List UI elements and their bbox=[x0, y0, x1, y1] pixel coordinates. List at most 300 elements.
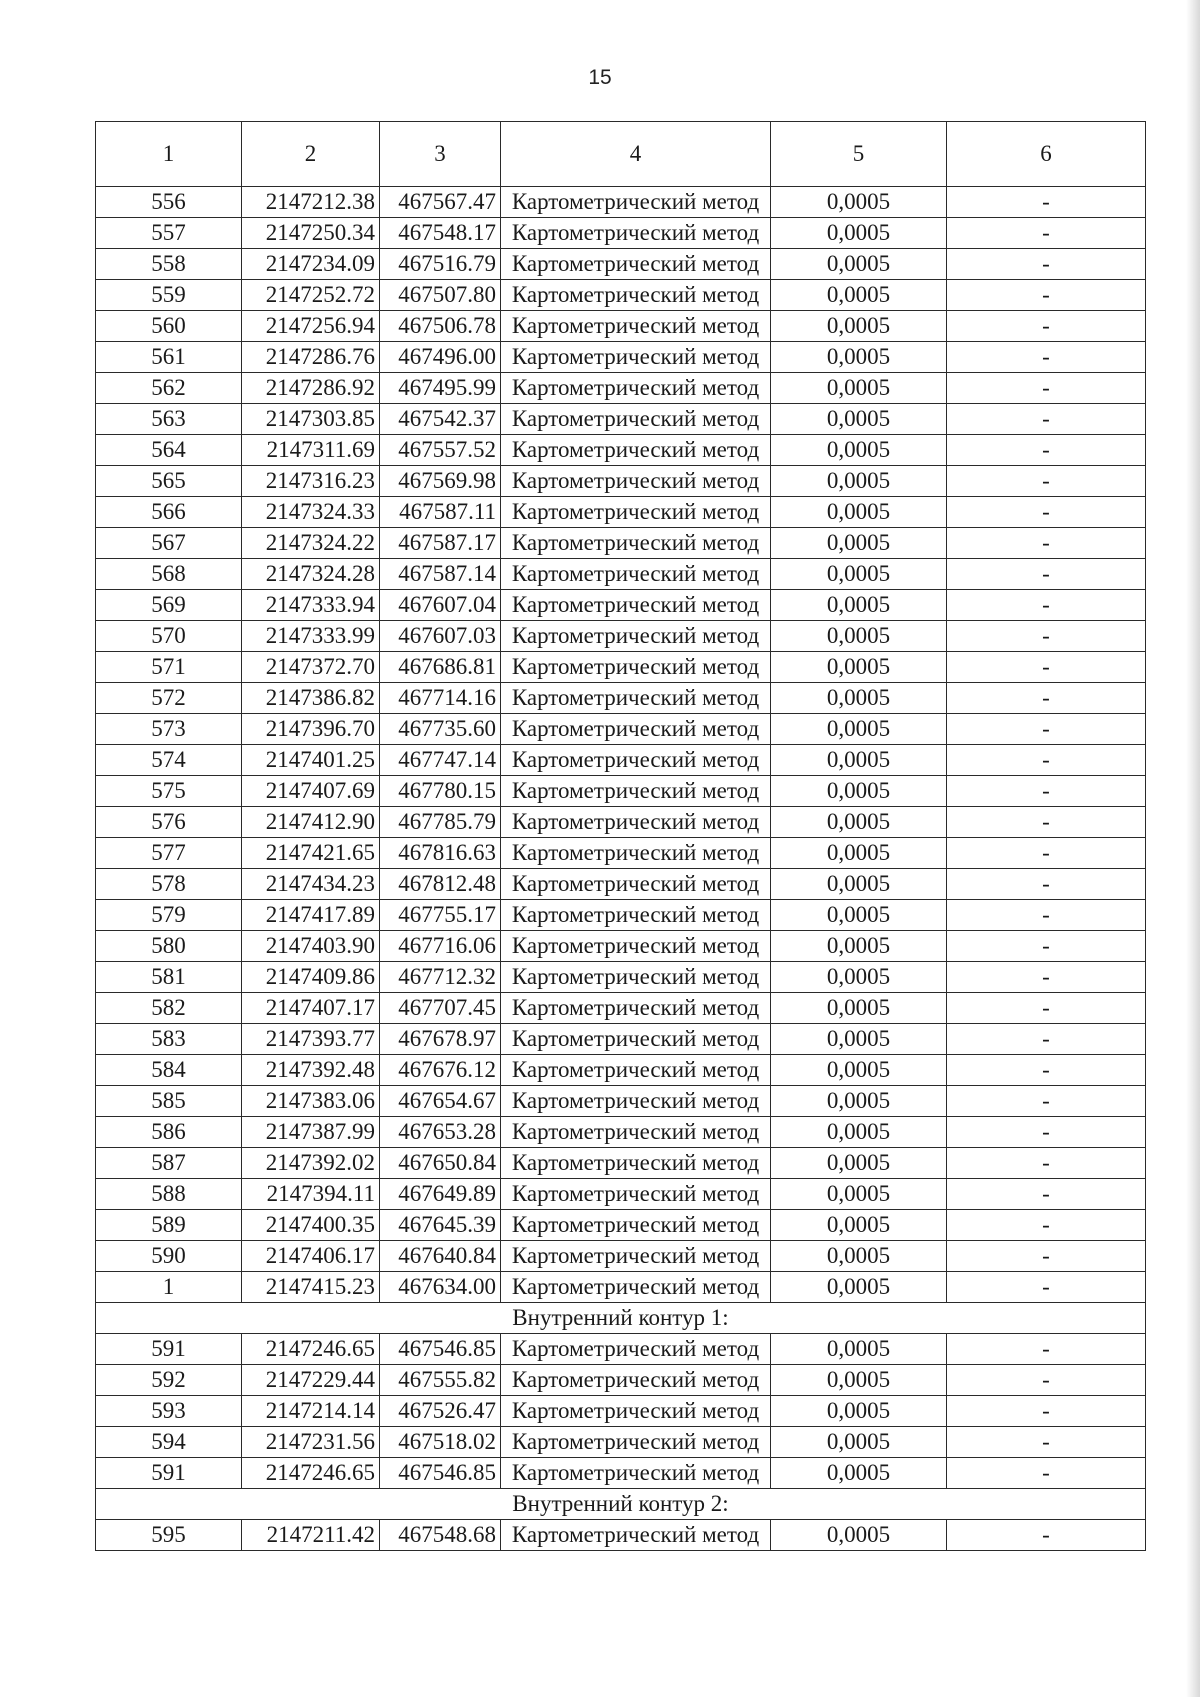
table-row bbox=[96, 249, 1146, 280]
x-coordinate-cell: 2147407.69 bbox=[242, 776, 380, 807]
x-coordinate-cell: 2147333.94 bbox=[242, 590, 380, 621]
note-cell: - bbox=[947, 590, 1146, 621]
y-coordinate-cell: 467557.52 bbox=[380, 435, 501, 466]
method-cell: Картометрический метод bbox=[501, 1520, 771, 1551]
note-cell: - bbox=[947, 528, 1146, 559]
x-coordinate-cell: 2147386.82 bbox=[242, 683, 380, 714]
y-coordinate-cell: 467587.14 bbox=[380, 559, 501, 590]
y-coordinate-cell: 467567.47 bbox=[380, 187, 501, 218]
note-cell: - bbox=[947, 1179, 1146, 1210]
table-row bbox=[96, 497, 1146, 528]
note-cell: - bbox=[947, 900, 1146, 931]
y-coordinate-cell: 467714.16 bbox=[380, 683, 501, 714]
x-coordinate-cell: 2147401.25 bbox=[242, 745, 380, 776]
note-cell: - bbox=[947, 962, 1146, 993]
precision-cell: 0,0005 bbox=[771, 404, 947, 435]
x-coordinate-cell: 2147412.90 bbox=[242, 807, 380, 838]
y-coordinate-cell: 467607.04 bbox=[380, 590, 501, 621]
precision-cell: 0,0005 bbox=[771, 249, 947, 280]
note-cell: - bbox=[947, 807, 1146, 838]
point-number-cell: 591 bbox=[96, 1334, 242, 1365]
point-number-cell: 576 bbox=[96, 807, 242, 838]
method-cell: Картометрический метод bbox=[501, 621, 771, 652]
precision-cell: 0,0005 bbox=[771, 1210, 947, 1241]
table-row bbox=[96, 652, 1146, 683]
point-number-cell: 595 bbox=[96, 1520, 242, 1551]
point-number-cell: 562 bbox=[96, 373, 242, 404]
note-cell: - bbox=[947, 249, 1146, 280]
table-row bbox=[96, 1210, 1146, 1241]
method-cell: Картометрический метод bbox=[501, 218, 771, 249]
table-row bbox=[96, 1241, 1146, 1272]
precision-cell: 0,0005 bbox=[771, 621, 947, 652]
precision-cell: 0,0005 bbox=[771, 776, 947, 807]
method-cell: Картометрический метод bbox=[501, 869, 771, 900]
x-coordinate-cell: 2147286.76 bbox=[242, 342, 380, 373]
method-cell: Картометрический метод bbox=[501, 1086, 771, 1117]
point-number-cell: 582 bbox=[96, 993, 242, 1024]
x-coordinate-cell: 2147246.65 bbox=[242, 1458, 380, 1489]
table-row bbox=[96, 280, 1146, 311]
x-coordinate-cell: 2147286.92 bbox=[242, 373, 380, 404]
precision-cell: 0,0005 bbox=[771, 1024, 947, 1055]
y-coordinate-cell: 467546.85 bbox=[380, 1458, 501, 1489]
y-coordinate-cell: 467546.85 bbox=[380, 1334, 501, 1365]
table-row bbox=[96, 683, 1146, 714]
note-cell: - bbox=[947, 714, 1146, 745]
table-row bbox=[96, 993, 1146, 1024]
point-number-cell: 570 bbox=[96, 621, 242, 652]
note-cell: - bbox=[947, 1024, 1146, 1055]
note-cell: - bbox=[947, 931, 1146, 962]
x-coordinate-cell: 2147383.06 bbox=[242, 1086, 380, 1117]
method-cell: Картометрический метод bbox=[501, 466, 771, 497]
table-row bbox=[96, 1334, 1146, 1365]
method-cell: Картометрический метод bbox=[501, 1334, 771, 1365]
y-coordinate-cell: 467755.17 bbox=[380, 900, 501, 931]
precision-cell: 0,0005 bbox=[771, 1272, 947, 1303]
x-coordinate-cell: 2147409.86 bbox=[242, 962, 380, 993]
y-coordinate-cell: 467735.60 bbox=[380, 714, 501, 745]
precision-cell: 0,0005 bbox=[771, 373, 947, 404]
y-coordinate-cell: 467587.11 bbox=[380, 497, 501, 528]
x-coordinate-cell: 2147246.65 bbox=[242, 1334, 380, 1365]
point-number-cell: 591 bbox=[96, 1458, 242, 1489]
precision-cell: 0,0005 bbox=[771, 435, 947, 466]
table-row bbox=[96, 373, 1146, 404]
table-row bbox=[96, 1148, 1146, 1179]
point-number-cell: 584 bbox=[96, 1055, 242, 1086]
y-coordinate-cell: 467650.84 bbox=[380, 1148, 501, 1179]
table-row bbox=[96, 342, 1146, 373]
precision-cell: 0,0005 bbox=[771, 342, 947, 373]
method-cell: Картометрический метод bbox=[501, 714, 771, 745]
table-row bbox=[96, 559, 1146, 590]
x-coordinate-cell: 2147417.89 bbox=[242, 900, 380, 931]
x-coordinate-cell: 2147400.35 bbox=[242, 1210, 380, 1241]
x-coordinate-cell: 2147324.28 bbox=[242, 559, 380, 590]
precision-cell: 0,0005 bbox=[771, 1241, 947, 1272]
table-row bbox=[96, 528, 1146, 559]
table-row bbox=[96, 187, 1146, 218]
y-coordinate-cell: 467548.68 bbox=[380, 1520, 501, 1551]
note-cell: - bbox=[947, 683, 1146, 714]
table-row bbox=[96, 590, 1146, 621]
note-cell: - bbox=[947, 280, 1146, 311]
note-cell: - bbox=[947, 1427, 1146, 1458]
x-coordinate-cell: 2147324.33 bbox=[242, 497, 380, 528]
precision-cell: 0,0005 bbox=[771, 466, 947, 497]
method-cell: Картометрический метод bbox=[501, 1055, 771, 1086]
point-number-cell: 559 bbox=[96, 280, 242, 311]
precision-cell: 0,0005 bbox=[771, 1086, 947, 1117]
precision-cell: 0,0005 bbox=[771, 187, 947, 218]
precision-cell: 0,0005 bbox=[771, 900, 947, 931]
x-coordinate-cell: 2147324.22 bbox=[242, 528, 380, 559]
x-coordinate-cell: 2147250.34 bbox=[242, 218, 380, 249]
x-coordinate-cell: 2147393.77 bbox=[242, 1024, 380, 1055]
point-number-cell: 588 bbox=[96, 1179, 242, 1210]
point-number-cell: 575 bbox=[96, 776, 242, 807]
table-row bbox=[96, 869, 1146, 900]
method-cell: Картометрический метод bbox=[501, 1210, 771, 1241]
note-cell: - bbox=[947, 404, 1146, 435]
point-number-cell: 573 bbox=[96, 714, 242, 745]
y-coordinate-cell: 467526.47 bbox=[380, 1396, 501, 1427]
table-row bbox=[96, 1055, 1146, 1086]
y-coordinate-cell: 467812.48 bbox=[380, 869, 501, 900]
y-coordinate-cell: 467785.79 bbox=[380, 807, 501, 838]
note-cell: - bbox=[947, 497, 1146, 528]
point-number-cell: 558 bbox=[96, 249, 242, 280]
point-number-cell: 590 bbox=[96, 1241, 242, 1272]
method-cell: Картометрический метод bbox=[501, 435, 771, 466]
point-number-cell: 585 bbox=[96, 1086, 242, 1117]
method-cell: Картометрический метод bbox=[501, 962, 771, 993]
method-cell: Картометрический метод bbox=[501, 590, 771, 621]
note-cell: - bbox=[947, 993, 1146, 1024]
table-row bbox=[96, 218, 1146, 249]
method-cell: Картометрический метод bbox=[501, 249, 771, 280]
note-cell: - bbox=[947, 869, 1146, 900]
method-cell: Картометрический метод bbox=[501, 807, 771, 838]
y-coordinate-cell: 467518.02 bbox=[380, 1427, 501, 1458]
method-cell: Картометрический метод bbox=[501, 776, 771, 807]
note-cell: - bbox=[947, 1210, 1146, 1241]
y-coordinate-cell: 467555.82 bbox=[380, 1365, 501, 1396]
precision-cell: 0,0005 bbox=[771, 962, 947, 993]
table-row bbox=[96, 776, 1146, 807]
y-coordinate-cell: 467516.79 bbox=[380, 249, 501, 280]
header-col-3: 3 bbox=[380, 122, 501, 187]
note-cell: - bbox=[947, 838, 1146, 869]
x-coordinate-cell: 2147212.38 bbox=[242, 187, 380, 218]
table-row bbox=[96, 962, 1146, 993]
page-number: 15 bbox=[588, 66, 612, 89]
table-row bbox=[96, 311, 1146, 342]
x-coordinate-cell: 2147392.48 bbox=[242, 1055, 380, 1086]
method-cell: Картометрический метод bbox=[501, 1272, 771, 1303]
note-cell: - bbox=[947, 1055, 1146, 1086]
y-coordinate-cell: 467676.12 bbox=[380, 1055, 501, 1086]
method-cell: Картометрический метод bbox=[501, 745, 771, 776]
method-cell: Картометрический метод bbox=[501, 342, 771, 373]
point-number-cell: 583 bbox=[96, 1024, 242, 1055]
note-cell: - bbox=[947, 342, 1146, 373]
header-col-5: 5 bbox=[771, 122, 947, 187]
table-row bbox=[96, 931, 1146, 962]
note-cell: - bbox=[947, 311, 1146, 342]
point-number-cell: 586 bbox=[96, 1117, 242, 1148]
note-cell: - bbox=[947, 1396, 1146, 1427]
point-number-cell: 578 bbox=[96, 869, 242, 900]
x-coordinate-cell: 2147403.90 bbox=[242, 931, 380, 962]
table-row bbox=[96, 1396, 1146, 1427]
precision-cell: 0,0005 bbox=[771, 280, 947, 311]
header-col-6: 6 bbox=[947, 122, 1146, 187]
section-title: Внутренний контур 1: bbox=[96, 1303, 1146, 1334]
x-coordinate-cell: 2147303.85 bbox=[242, 404, 380, 435]
note-cell: - bbox=[947, 435, 1146, 466]
table-row bbox=[96, 807, 1146, 838]
method-cell: Картометрический метод bbox=[501, 311, 771, 342]
x-coordinate-cell: 2147392.02 bbox=[242, 1148, 380, 1179]
method-cell: Картометрический метод bbox=[501, 1117, 771, 1148]
method-cell: Картометрический метод bbox=[501, 559, 771, 590]
method-cell: Картометрический метод bbox=[501, 1024, 771, 1055]
x-coordinate-cell: 2147214.14 bbox=[242, 1396, 380, 1427]
note-cell: - bbox=[947, 1148, 1146, 1179]
note-cell: - bbox=[947, 621, 1146, 652]
method-cell: Картометрический метод bbox=[501, 1365, 771, 1396]
y-coordinate-cell: 467678.97 bbox=[380, 1024, 501, 1055]
precision-cell: 0,0005 bbox=[771, 683, 947, 714]
method-cell: Картометрический метод bbox=[501, 187, 771, 218]
x-coordinate-cell: 2147256.94 bbox=[242, 311, 380, 342]
section-title-row bbox=[96, 1489, 1146, 1520]
precision-cell: 0,0005 bbox=[771, 497, 947, 528]
precision-cell: 0,0005 bbox=[771, 1148, 947, 1179]
precision-cell: 0,0005 bbox=[771, 1396, 947, 1427]
y-coordinate-cell: 467780.15 bbox=[380, 776, 501, 807]
point-number-cell: 589 bbox=[96, 1210, 242, 1241]
note-cell: - bbox=[947, 1086, 1146, 1117]
point-number-cell: 572 bbox=[96, 683, 242, 714]
method-cell: Картометрический метод bbox=[501, 528, 771, 559]
point-number-cell: 568 bbox=[96, 559, 242, 590]
precision-cell: 0,0005 bbox=[771, 652, 947, 683]
precision-cell: 0,0005 bbox=[771, 1334, 947, 1365]
note-cell: - bbox=[947, 1458, 1146, 1489]
method-cell: Картометрический метод bbox=[501, 683, 771, 714]
x-coordinate-cell: 2147372.70 bbox=[242, 652, 380, 683]
precision-cell: 0,0005 bbox=[771, 590, 947, 621]
note-cell: - bbox=[947, 1365, 1146, 1396]
point-number-cell: 560 bbox=[96, 311, 242, 342]
y-coordinate-cell: 467495.99 bbox=[380, 373, 501, 404]
table-row bbox=[96, 900, 1146, 931]
method-cell: Картометрический метод bbox=[501, 373, 771, 404]
x-coordinate-cell: 2147333.99 bbox=[242, 621, 380, 652]
y-coordinate-cell: 467634.00 bbox=[380, 1272, 501, 1303]
note-cell: - bbox=[947, 1117, 1146, 1148]
table-row bbox=[96, 621, 1146, 652]
note-cell: - bbox=[947, 466, 1146, 497]
y-coordinate-cell: 467716.06 bbox=[380, 931, 501, 962]
note-cell: - bbox=[947, 218, 1146, 249]
y-coordinate-cell: 467506.78 bbox=[380, 311, 501, 342]
precision-cell: 0,0005 bbox=[771, 1117, 947, 1148]
note-cell: - bbox=[947, 1334, 1146, 1365]
table-row bbox=[96, 435, 1146, 466]
y-coordinate-cell: 467640.84 bbox=[380, 1241, 501, 1272]
precision-cell: 0,0005 bbox=[771, 1055, 947, 1086]
x-coordinate-cell: 2147394.11 bbox=[242, 1179, 380, 1210]
note-cell: - bbox=[947, 559, 1146, 590]
y-coordinate-cell: 467607.03 bbox=[380, 621, 501, 652]
precision-cell: 0,0005 bbox=[771, 838, 947, 869]
table-row bbox=[96, 466, 1146, 497]
note-cell: - bbox=[947, 745, 1146, 776]
method-cell: Картометрический метод bbox=[501, 280, 771, 311]
point-number-cell: 561 bbox=[96, 342, 242, 373]
table-row bbox=[96, 1024, 1146, 1055]
method-cell: Картометрический метод bbox=[501, 931, 771, 962]
table-row bbox=[96, 838, 1146, 869]
note-cell: - bbox=[947, 187, 1146, 218]
coordinates-table bbox=[95, 121, 1146, 1551]
point-number-cell: 593 bbox=[96, 1396, 242, 1427]
section-title-row bbox=[96, 1303, 1146, 1334]
y-coordinate-cell: 467645.39 bbox=[380, 1210, 501, 1241]
x-coordinate-cell: 2147316.23 bbox=[242, 466, 380, 497]
table-row bbox=[96, 1365, 1146, 1396]
table-row bbox=[96, 714, 1146, 745]
x-coordinate-cell: 2147396.70 bbox=[242, 714, 380, 745]
y-coordinate-cell: 467542.37 bbox=[380, 404, 501, 435]
method-cell: Картометрический метод bbox=[501, 497, 771, 528]
y-coordinate-cell: 467654.67 bbox=[380, 1086, 501, 1117]
point-number-cell: 565 bbox=[96, 466, 242, 497]
y-coordinate-cell: 467653.28 bbox=[380, 1117, 501, 1148]
point-number-cell: 594 bbox=[96, 1427, 242, 1458]
x-coordinate-cell: 2147229.44 bbox=[242, 1365, 380, 1396]
table-row bbox=[96, 1272, 1146, 1303]
header-col-1: 1 bbox=[96, 122, 242, 187]
point-number-cell: 569 bbox=[96, 590, 242, 621]
method-cell: Картометрический метод bbox=[501, 1148, 771, 1179]
method-cell: Картометрический метод bbox=[501, 1179, 771, 1210]
method-cell: Картометрический метод bbox=[501, 993, 771, 1024]
x-coordinate-cell: 2147231.56 bbox=[242, 1427, 380, 1458]
point-number-cell: 556 bbox=[96, 187, 242, 218]
precision-cell: 0,0005 bbox=[771, 1520, 947, 1551]
y-coordinate-cell: 467569.98 bbox=[380, 466, 501, 497]
precision-cell: 0,0005 bbox=[771, 714, 947, 745]
note-cell: - bbox=[947, 1272, 1146, 1303]
point-number-cell: 563 bbox=[96, 404, 242, 435]
section-title: Внутренний контур 2: bbox=[96, 1489, 1146, 1520]
x-coordinate-cell: 2147234.09 bbox=[242, 249, 380, 280]
precision-cell: 0,0005 bbox=[771, 1458, 947, 1489]
y-coordinate-cell: 467496.00 bbox=[380, 342, 501, 373]
precision-cell: 0,0005 bbox=[771, 1365, 947, 1396]
method-cell: Картометрический метод bbox=[501, 1396, 771, 1427]
table-row bbox=[96, 1086, 1146, 1117]
header-col-4: 4 bbox=[501, 122, 771, 187]
x-coordinate-cell: 2147252.72 bbox=[242, 280, 380, 311]
y-coordinate-cell: 467707.45 bbox=[380, 993, 501, 1024]
note-cell: - bbox=[947, 776, 1146, 807]
note-cell: - bbox=[947, 1241, 1146, 1272]
precision-cell: 0,0005 bbox=[771, 993, 947, 1024]
x-coordinate-cell: 2147311.69 bbox=[242, 435, 380, 466]
point-number-cell: 577 bbox=[96, 838, 242, 869]
x-coordinate-cell: 2147407.17 bbox=[242, 993, 380, 1024]
precision-cell: 0,0005 bbox=[771, 869, 947, 900]
precision-cell: 0,0005 bbox=[771, 745, 947, 776]
point-number-cell: 557 bbox=[96, 218, 242, 249]
table-body bbox=[96, 187, 1146, 1551]
precision-cell: 0,0005 bbox=[771, 218, 947, 249]
y-coordinate-cell: 467712.32 bbox=[380, 962, 501, 993]
y-coordinate-cell: 467747.14 bbox=[380, 745, 501, 776]
x-coordinate-cell: 2147387.99 bbox=[242, 1117, 380, 1148]
y-coordinate-cell: 467649.89 bbox=[380, 1179, 501, 1210]
method-cell: Картометрический метод bbox=[501, 652, 771, 683]
method-cell: Картометрический метод bbox=[501, 900, 771, 931]
table-row bbox=[96, 1458, 1146, 1489]
point-number-cell: 566 bbox=[96, 497, 242, 528]
method-cell: Картометрический метод bbox=[501, 1427, 771, 1458]
header-col-2: 2 bbox=[242, 122, 380, 187]
precision-cell: 0,0005 bbox=[771, 1427, 947, 1458]
table-row bbox=[96, 1117, 1146, 1148]
note-cell: - bbox=[947, 373, 1146, 404]
y-coordinate-cell: 467548.17 bbox=[380, 218, 501, 249]
point-number-cell: 564 bbox=[96, 435, 242, 466]
precision-cell: 0,0005 bbox=[771, 931, 947, 962]
note-cell: - bbox=[947, 1520, 1146, 1551]
y-coordinate-cell: 467686.81 bbox=[380, 652, 501, 683]
x-coordinate-cell: 2147406.17 bbox=[242, 1241, 380, 1272]
scan-edge-shadow bbox=[1186, 0, 1200, 1697]
method-cell: Картометрический метод bbox=[501, 1458, 771, 1489]
method-cell: Картометрический метод bbox=[501, 838, 771, 869]
point-number-cell: 580 bbox=[96, 931, 242, 962]
x-coordinate-cell: 2147421.65 bbox=[242, 838, 380, 869]
table-row bbox=[96, 1427, 1146, 1458]
precision-cell: 0,0005 bbox=[771, 528, 947, 559]
note-cell: - bbox=[947, 652, 1146, 683]
point-number-cell: 581 bbox=[96, 962, 242, 993]
y-coordinate-cell: 467587.17 bbox=[380, 528, 501, 559]
point-number-cell: 579 bbox=[96, 900, 242, 931]
precision-cell: 0,0005 bbox=[771, 1179, 947, 1210]
table-row bbox=[96, 1520, 1146, 1551]
method-cell: Картометрический метод bbox=[501, 1241, 771, 1272]
method-cell: Картометрический метод bbox=[501, 404, 771, 435]
y-coordinate-cell: 467507.80 bbox=[380, 280, 501, 311]
point-number-cell: 574 bbox=[96, 745, 242, 776]
point-number-cell: 592 bbox=[96, 1365, 242, 1396]
x-coordinate-cell: 2147415.23 bbox=[242, 1272, 380, 1303]
table-row bbox=[96, 1179, 1146, 1210]
point-number-cell: 1 bbox=[96, 1272, 242, 1303]
point-number-cell: 587 bbox=[96, 1148, 242, 1179]
precision-cell: 0,0005 bbox=[771, 311, 947, 342]
table-row bbox=[96, 745, 1146, 776]
